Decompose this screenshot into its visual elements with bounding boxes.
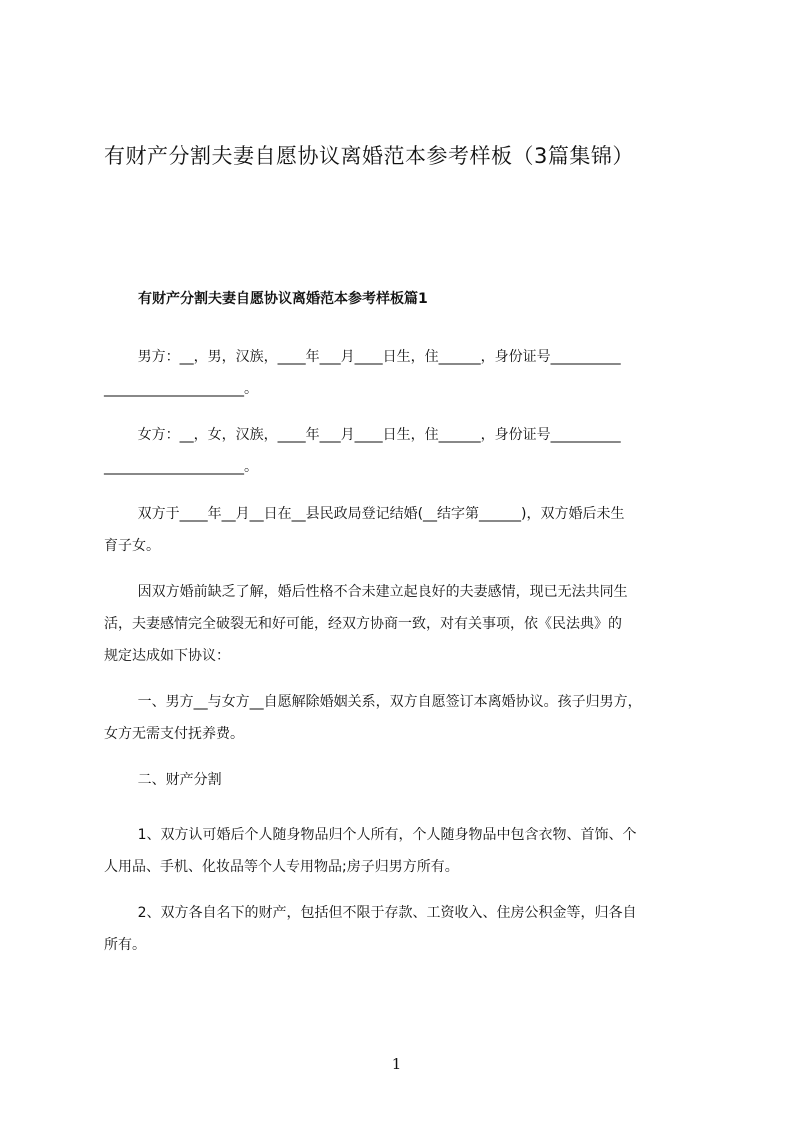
document-title: 有财产分割夫妻自愿协议离婚范本参考样板（3篇集锦） <box>104 144 634 168</box>
paragraph-reason <box>104 576 704 672</box>
section-heading: 有财产分割夫妻自愿协议离婚范本参考样板篇1 <box>138 291 428 307</box>
paragraph-line: ____________________。 <box>104 381 258 397</box>
clause-two-item-one <box>104 819 704 883</box>
paragraph-line: 双方于____年__月__日在__县民政局登记结婚(__结字第______)，双方婚后未生 <box>137 506 625 522</box>
paragraph-line: 规定达成如下协议： <box>104 648 230 664</box>
paragraph-line: 女方：__，女，汉族，____年___月____日生，住______，身份证号__________ <box>137 427 621 443</box>
paragraph-line: 育子女。 <box>104 538 160 554</box>
clause-two-heading <box>104 764 704 796</box>
paragraph-line: 男方：__，男，汉族，____年___月____日生，住______，身份证号__________ <box>137 349 621 365</box>
paragraph-line: 2、双方各自名下的财产，包括但不限于存款、工资收入、住房公积金等，归各自 <box>137 905 637 921</box>
clause-one <box>104 686 704 750</box>
paragraph-line: 女方无需支付抚养费。 <box>104 726 244 742</box>
paragraph-line: 活，夫妻感情完全破裂无和好可能，经双方协商一致，对有关事项，依《民法典》的 <box>104 616 622 632</box>
paragraph-line: 一、男方__与女方__自愿解除婚姻关系，双方自愿签订本离婚协议。孩子归男方， <box>137 694 642 710</box>
paragraph-line: 二、财产分割 <box>137 772 222 788</box>
clause-two-item-two <box>104 897 704 961</box>
paragraph-line: 所有。 <box>104 937 146 953</box>
paragraph-line: 1、双方认可婚后个人随身物品归个人所有，个人随身物品中包含衣物、首饰、个 <box>137 827 637 843</box>
page-number: 1 <box>391 1055 402 1073</box>
paragraph-line: 因双方婚前缺乏了解，婚后性格不合未建立起良好的夫妻感情，现已无法共同生 <box>137 584 628 600</box>
paragraph-marriage-registration <box>104 498 704 562</box>
paragraph-female-party <box>104 419 704 483</box>
paragraph-line: ____________________。 <box>104 459 258 475</box>
paragraph-line: 人用品、手机、化妆品等个人专用物品;房子归男方所有。 <box>104 859 459 875</box>
paragraph-male-party <box>104 341 704 405</box>
